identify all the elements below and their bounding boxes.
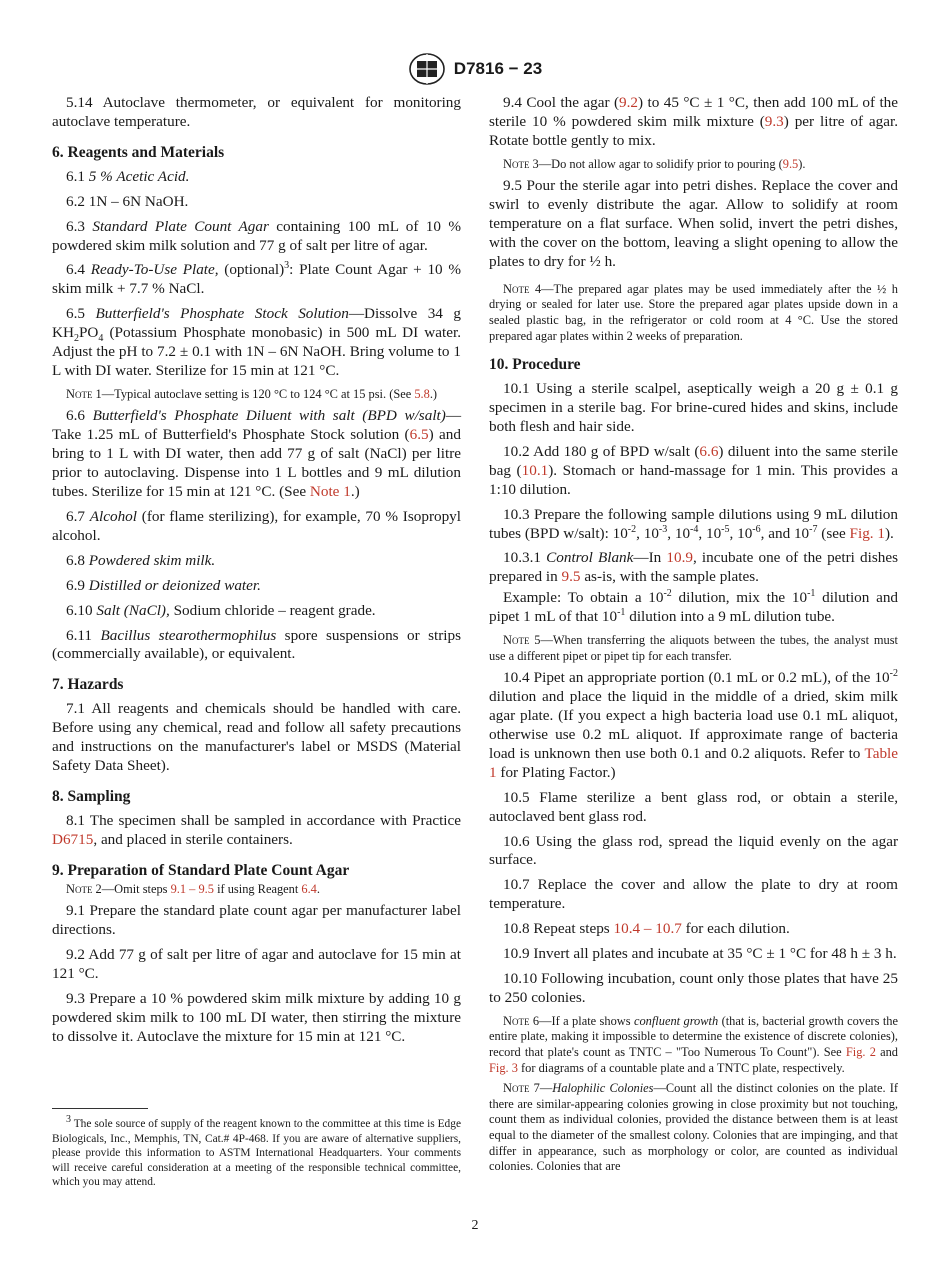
paragraph-9-5: 9.5 Pour the sterile agar into petri dishes. Replace the cover and swirl to evenly distribute the agar. Allow to solidify at room temperature on a flat surface. When solid, invert the petri dishes, with the cover on the bottom, leaving a slight opening to allow the plates to dry for ½ h.: [489, 177, 898, 270]
ref-10-9[interactable]: 10.9: [666, 549, 693, 567]
paragraph-6-8: 6.8 Powdered skim milk.: [66, 551, 216, 569]
section-9-heading: 9. Preparation of Standard Plate Count Agar: [52, 861, 350, 879]
paragraph-9-1: 9.1 Prepare the standard plate count agar per manufacturer label directions.: [52, 902, 461, 939]
ref-table-1[interactable]: Table 1: [489, 744, 898, 781]
example-paragraph: Example: To obtain a $10^{-2}$ dilution, mix the $10^{-1}$ dilution and pipet 1 mL of that $10^{-1}$ dilution into a 9 mL dilution tube.: [489, 588, 899, 626]
note-4: Note 4—The prepared agar plates may be used immediately after the ½ h drying or sealed for later use. Store the prepared agar plates upside down in a sealed plastic bag, in the refrigerator or cold room at 4 °C. Use the stored prepared agar plates within 2 weeks of preparation.: [489, 281, 898, 343]
paragraph-6-1: 6.1 5 % Acetic Acid.: [66, 167, 190, 185]
note-3: Note 3—Do not allow agar to solidify prior to pouring (9.5).: [503, 156, 806, 171]
paragraph-10-1: 10.1 Using a sterile scalpel, aseptically weigh a 20 g ± 0.1 g specimen in a sterile bag. For brine-cured hides and skins, include both flesh and hair side.: [489, 380, 898, 436]
footnote-rule: [52, 1108, 148, 1109]
ref-d6715[interactable]: D6715: [52, 830, 94, 848]
paragraph-10-2: 10.2 Add 180 g of BPD w/salt (6.6) diluent into the same sterile bag (10.1). Stomach or hand-massage for 1 min. This provides a 1:10 dilution.: [489, 442, 899, 498]
paragraph-10-8: 10.8 Repeat steps 10.4 – 10.7 for each dilution.: [503, 920, 790, 938]
paragraph-10-5: 10.5 Flame sterilize a bent glass rod, or obtain a sterile, autoclaved bent glass rod.: [489, 788, 898, 825]
paragraph-9-4: 9.4 Cool the agar (9.2) to 45 °C ± 1 °C, then add 100 mL of the sterile 10 % powdered skim milk mixture (9.3) per litre of agar. Rotate bottle gently to mix.: [489, 94, 898, 149]
ref-6-5[interactable]: 6.5: [409, 426, 429, 444]
note-7: Note 7—Halophilic Colonies—Count all the distinct colonies on the plate. If there are similar-appearing colonies growing in close proximity but not touching, count them as individual colonies, provided the distance between them is at least equal to the diameter of the smallest colony. Colonies that are impinging, and that differ in appearance, such as morphology or color, are counted as individual colonies. Colonies that are: [489, 1081, 899, 1174]
note-6: Note 6—If a plate shows confluent growth (that is, bacterial growth covers the entire plate, making it impossible to determine the existence of discrete colonies), record that plate's count as TNTC – "Too Numerous To Count"). See Fig. 2 and Fig. 3 for diagrams of a countable plate and a TNTC plate, respectively.: [489, 1013, 898, 1075]
paragraph-6-2: 6.2 1N – 6N NaOH.: [66, 192, 189, 210]
ref-fig-2[interactable]: Fig. 2: [845, 1044, 876, 1059]
paragraph-6-9: 6.9 Distilled or deionized water.: [66, 576, 261, 594]
page-number: 2: [471, 1218, 479, 1233]
paragraph-10-7: 10.7 Replace the cover and allow the plate to dry at room temperature.: [489, 876, 898, 913]
ref-9-3[interactable]: 9.3: [764, 112, 784, 130]
paragraph-6-11: 6.11 Bacillus stearothermophilus spore suspensions or strips (commercially available), or equivalent.: [52, 626, 462, 663]
paragraph-9-2: 9.2 Add 77 g of salt per litre of agar and autoclave for 15 min at 121 °C.: [52, 946, 461, 983]
section-8-heading: 8. Sampling: [52, 787, 131, 805]
astm-logo-icon: [408, 52, 446, 86]
paragraph-10-3-1: 10.3.1 Control Blank—In 10.9, incubate one of the petri dishes prepared in 9.5 as-is, with the sample plates.: [489, 549, 899, 586]
paragraph-6-5: 6.5 Butterfield's Phosphate Stock Solution—Dissolve 34 g $KH_2PO_4$ (Potassium Phosphate monobasic) in 500 mL DI water. Adjust the pH to 7.2 ± 0.1 with 1N – 6N NaOH. Bring volume to 1 L with DI water. Sterilize for 15 min at 121 °C.: [52, 305, 462, 379]
ref-10-1[interactable]: 10.1: [521, 461, 549, 479]
section-7-heading: 7. Hazards: [52, 676, 124, 694]
paragraph-10-6: 10.6 Using the glass rod, spread the liquid evenly on the agar surface.: [489, 832, 898, 869]
section-10-heading: 10. Procedure: [489, 356, 581, 374]
ref-note-1[interactable]: Note 1: [309, 483, 351, 501]
right-column: [489, 94, 898, 1180]
paragraph-10-10: 10.10 Following incubation, count only those plates that have 25 to 250 colonies.: [489, 969, 898, 1006]
paragraph-10-3: 10.3 Prepare the following sample dilutions using 9 mL dilution tubes (BPD w/salt): $10^{-2}$, $10^{-3}$, $10^{-4}$, $10^{-5}$, $10^{-6}$, and $10^{-7}$ (see Fig. 1).: [489, 505, 898, 542]
note-2: Note 2—Omit steps 9.1 – 9.5 if using Reagent 6.4.: [66, 881, 320, 896]
footnote-3: $^3$ The sole source of supply of the reagent known to the committee at this time is Edge Biologicals, Inc., Memphis, TN, Cat.# 4P-468. If you are aware of alternative suppliers, please provide this information to ASTM International Headquarters. Your comments will receive careful consideration at a meeting of the responsible technical committee, which you may attend.: [52, 1114, 461, 1189]
page-header: [0, 52, 950, 86]
ref-9-2[interactable]: 9.2: [619, 94, 638, 111]
paragraph-10-4: 10.4 Pipet an appropriate portion (0.1 mL or 0.2 mL), of the $10^{-2}$ dilution and place the liquid in the middle of a dried, skim milk agar plate. (If you expect a high bacteria load use 0.1 mL aliquot, otherwise use 0.2 mL aliquot. If approximate range of bacteria load is unknown then use both 0.1 and 0.2 aliquots. Refer to Table 1 for Plating Factor.): [489, 668, 898, 781]
ref-6-4[interactable]: 6.4: [301, 881, 317, 896]
paragraph-7-1: 7.1 All reagents and chemicals should be handled with care. Before using any chemical, read and follow all safety precautions and instructions on the manufacturer's label or MSDS (Material Safety Data Sheet).: [52, 700, 461, 775]
ref-10-4-10-7[interactable]: 10.4 – 10.7: [613, 920, 682, 938]
ref-9-5b[interactable]: 9.5: [561, 568, 581, 586]
paragraph-5-14: 5.14 Autoclave thermometer, or equivalent for monitoring autoclave temperature.: [52, 94, 461, 130]
document-designation: D7816 − 23: [453, 59, 543, 78]
paragraph-6-4: 6.4 Ready-To-Use Plate, (optional)$^3$: Plate Count Agar + 10 % skim milk + 7.7 % NaCl.: [52, 260, 461, 298]
paragraph-10-9: 10.9 Invert all plates and incubate at 35 °C ± 1 °C for 48 h ± 3 h.: [503, 945, 897, 963]
paragraph-8-1: 8.1 The specimen shall be sampled in accordance with Practice D6715, and placed in sterile containers.: [52, 811, 461, 848]
left-column: [52, 94, 461, 1053]
ref-6-6[interactable]: 6.6: [699, 442, 719, 460]
ref-fig-1[interactable]: Fig. 1: [849, 524, 885, 542]
paragraph-6-10: 6.10 Salt (NaCl), Sodium chloride – reagent grade.: [66, 601, 376, 619]
paragraph-6-6: 6.6 Butterfield's Phosphate Diluent with salt (BPD w/salt)—Take 1.25 mL of Butterfield's Phosphate Stock solution (6.5) and bring to 1 L with DI water, then add 77 g of salt (NaCl) per litre prior to autoclaving. Dispense into 1 L bottles and 9 mL dilution tubes. Sterilize for 15 min at 121 °C. (See Note 1.): [52, 407, 461, 501]
ref-fig-3[interactable]: Fig. 3: [489, 1060, 518, 1075]
ref-9-5[interactable]: 9.5: [782, 156, 799, 171]
note-1: Note 1—Typical autoclave setting is 120 °C to 124 °C at 15 psi. (See 5.8.): [66, 386, 438, 401]
ref-9-1-9-5[interactable]: 9.1 – 9.5: [170, 881, 214, 896]
ref-5-8[interactable]: 5.8: [414, 386, 430, 401]
paragraph-6-7: 6.7 Alcohol (for flame sterilizing), for example, 70 % Isopropyl alcohol.: [52, 508, 461, 544]
paragraph-9-3: 9.3 Prepare a 10 % powdered skim milk mixture by adding 10 g powdered skim milk to 100 mL DI water, then stirring the mixture to dissolve it. Autoclave the mixture for 15 min at 121 °C.: [52, 990, 461, 1045]
paragraph-6-3: 6.3 Standard Plate Count Agar containing 100 mL of 10 % powdered skim milk solution and 77 g of salt per litre of agar.: [52, 217, 461, 254]
section-6-heading: 6. Reagents and Materials: [52, 143, 225, 161]
note-5: Note 5—When transferring the aliquots between the tubes, the analyst must use a different pipet or pipet tip for each transfer.: [489, 633, 898, 663]
